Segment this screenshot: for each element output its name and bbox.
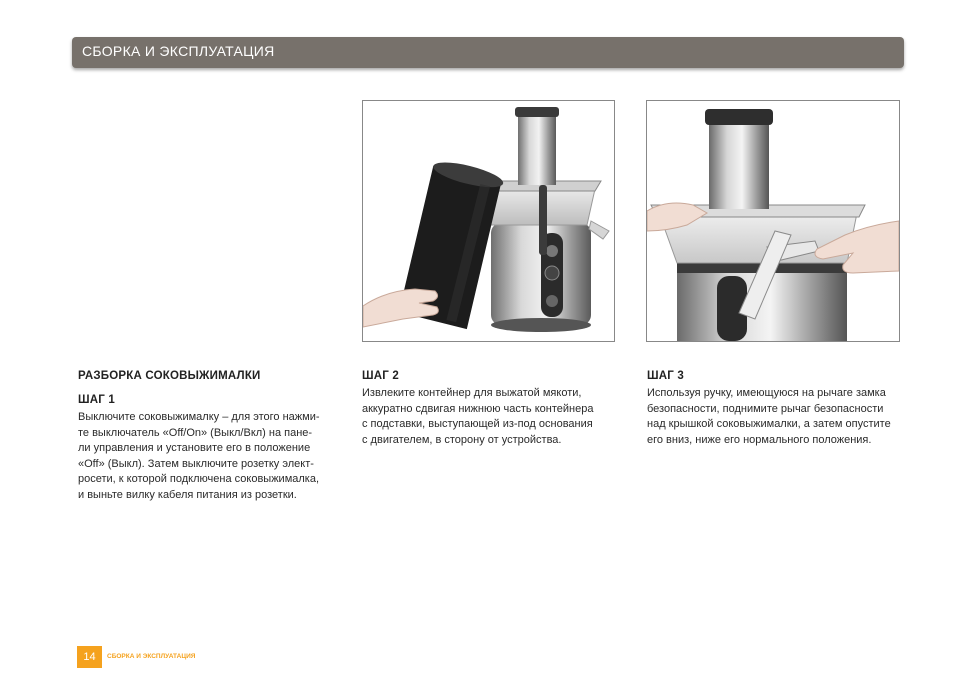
photo-step-2 — [362, 100, 615, 342]
page-number: 14 — [77, 646, 102, 668]
column-step-2 — [362, 370, 622, 448]
juicer-container-illustration — [363, 101, 614, 341]
column-step-1 — [78, 370, 338, 503]
step-3-label: ШАГ 3 — [647, 370, 684, 382]
column-step-3 — [647, 370, 907, 448]
step-1-text: Выключите соковыжималку – для этого нажми- те выключатель «Off/On» (Выкл/Вкл) на пане- ли управления и установите его в положение «Off» (Выкл). Затем выключите розетку элект- росети, к которой подключена соковыжималка, и выньте вилку кабеля питания из розетки. — [78, 411, 320, 501]
footer-section-label: СБОРКА И ЭКСПЛУАТАЦИЯ — [107, 653, 196, 660]
step-2-text: Извлеките контейнер для выжатой мякоти, аккуратно сдвигая нижнюю часть контейнера с подставки, выступающей из-под основания с двигателем, в сторону от устройства. — [362, 387, 594, 446]
step-2-label: ШАГ 2 — [362, 370, 399, 382]
section-title: СБОРКА И ЭКСПЛУАТАЦИЯ — [82, 43, 275, 59]
section-heading: РАЗБОРКА СОКОВЫЖИМАЛКИ — [78, 370, 261, 382]
juicer-lever-illustration — [647, 101, 899, 341]
photo-step-3 — [646, 100, 900, 342]
step-3-text: Используя ручку, имеющуюся на рычаге замка безопасности, поднимите рычаг безопасности над крышкой соковыжималки, а затем опустите его вниз, ниже его нормального положения. — [647, 387, 891, 446]
step-1-label: ШАГ 1 — [78, 394, 115, 406]
section-header-bar — [72, 37, 904, 68]
